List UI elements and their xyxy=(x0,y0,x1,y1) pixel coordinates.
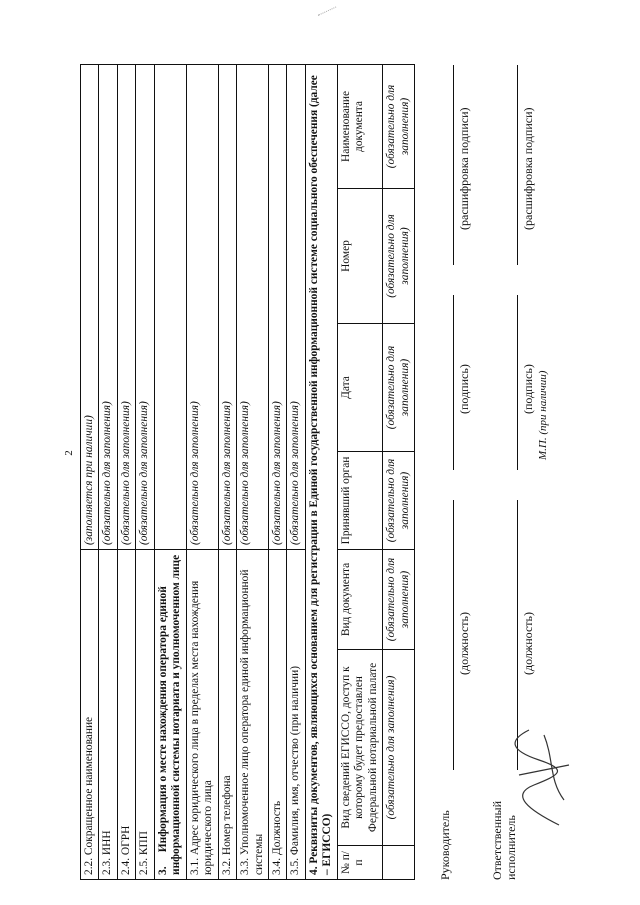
row-label: 2.3. ИНН xyxy=(99,550,117,880)
table-cell: (обязательно для заполнения) xyxy=(383,650,415,846)
row-value: (обязательно для заполнения) xyxy=(117,64,135,549)
row-value: (обязательно для заполнения) xyxy=(99,64,117,549)
form-table xyxy=(80,64,415,880)
row-label: 2.5. КПП xyxy=(136,550,154,880)
table-row xyxy=(383,64,415,879)
column-header: Номер xyxy=(337,189,382,324)
table-cell: (обязательно для заполнения) xyxy=(383,64,415,188)
column-header: Дата xyxy=(337,324,382,452)
table-row xyxy=(268,64,286,879)
row-label: 3.2. Номер телефона xyxy=(218,550,236,880)
handwritten-signature-icon xyxy=(499,710,579,830)
section-heading xyxy=(305,64,337,879)
transcript-caption: (расшифровка подписи) xyxy=(457,107,472,230)
stamp-note: М.П. (при наличии) xyxy=(537,370,550,460)
transcript-caption: (расшифровка подписи) xyxy=(521,107,536,230)
row-value: (обязательно для заполнения) xyxy=(136,64,154,549)
table-row xyxy=(218,64,236,879)
transcript-line xyxy=(517,65,518,265)
table-row xyxy=(287,64,305,879)
signature-line xyxy=(453,295,454,470)
column-header: Вид документа xyxy=(337,550,382,650)
row-value: (заполняется при наличии) xyxy=(81,64,99,549)
row-value: (обязательно для заполнения) xyxy=(287,64,305,549)
signature-block xyxy=(429,65,589,880)
table-row xyxy=(81,64,99,879)
row-label: 3.1. Адрес юридического лица в пределах места нахождения юридического лица xyxy=(186,550,218,880)
row-value: (обязательно для заполнения) xyxy=(186,64,218,549)
transcript-line xyxy=(453,65,454,265)
table-row xyxy=(117,64,135,879)
table-cell: (обязательно для заполнения) xyxy=(383,452,415,550)
column-header: Вид сведений ЕГИССО, доступ к которому будет предоставлен Федеральной нотариальной палате xyxy=(337,650,382,846)
table-cell: (обязательно для заполнения) xyxy=(383,189,415,324)
signature-caption: (подпись) xyxy=(457,364,472,414)
position-caption: (должность) xyxy=(457,612,472,675)
table-cell: (обязательно для заполнения) xyxy=(383,550,415,650)
row-value: (обязательно для заполнения) xyxy=(237,64,269,549)
column-header: № п/п xyxy=(337,846,382,880)
position-line xyxy=(453,500,454,770)
table-cell xyxy=(383,846,415,880)
row-value: (обязательно для заполнения) xyxy=(218,64,236,549)
document-sheet xyxy=(80,60,560,880)
table-row xyxy=(237,64,269,879)
row-label: 2.4. ОГРН xyxy=(117,550,135,880)
table-header-row xyxy=(337,64,382,879)
table-row xyxy=(136,64,154,879)
table-cell: (обязательно для заполнения) xyxy=(383,324,415,452)
table-row xyxy=(99,64,117,879)
page-number: 2 xyxy=(62,450,75,456)
row-label: 3.4. Должность xyxy=(268,550,286,880)
signature-line xyxy=(517,295,518,470)
section-title: 4. Реквизиты документов, являющихся основанием для регистрации в Единой государственной информационной системе социального обеспечения (далее – ЕГИССО) xyxy=(305,64,337,879)
table-row xyxy=(186,64,218,879)
column-header: Наименование документа xyxy=(337,64,382,188)
column-header: Принявший орган xyxy=(337,452,382,550)
position-caption: (должность) xyxy=(521,612,536,675)
signature-caption: (подпись) xyxy=(521,364,536,414)
row-label: 2.2. Сокращенное наименование xyxy=(81,550,99,880)
scan-mark xyxy=(318,6,342,28)
row-value: (обязательно для заполнения) xyxy=(268,64,286,549)
row-value xyxy=(154,64,186,549)
section-heading xyxy=(154,64,186,879)
section-title: Информация о месте нахождения оператора единой информационной системы нотариата и уполномоченном лице xyxy=(156,554,183,875)
row-label: 3.3. Уполномоченное лицо оператора единой информационной системы xyxy=(237,550,269,880)
row-label: 3.5. Фамилия, имя, отчество (при наличии) xyxy=(287,550,305,880)
responsible-label: Ответственный исполнитель xyxy=(490,800,518,880)
section-number: 3. xyxy=(156,866,169,875)
head-label: Руководитель xyxy=(438,810,453,880)
